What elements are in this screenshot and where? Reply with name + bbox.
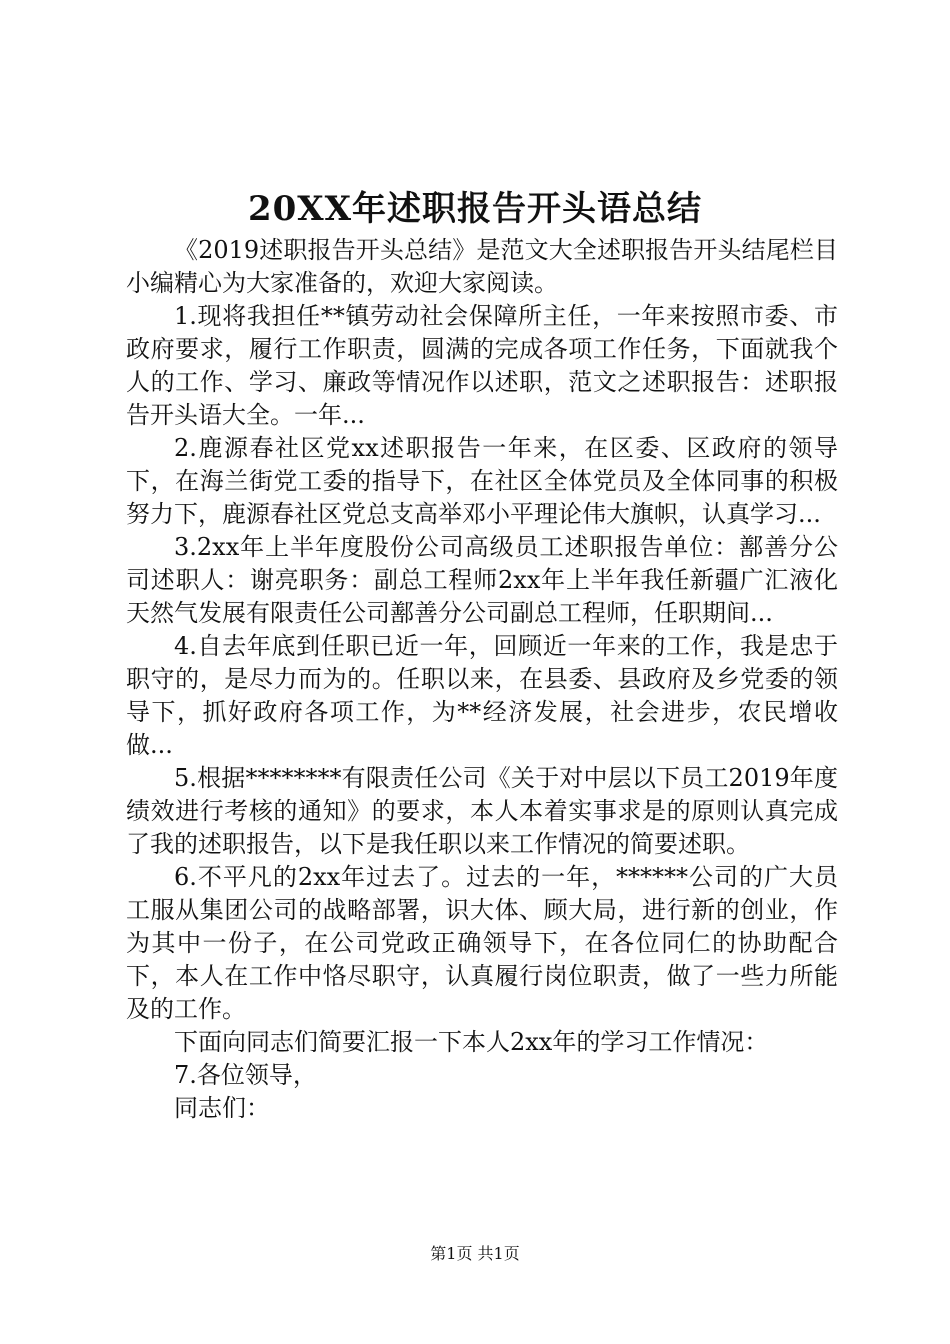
- paragraph-summary-line: 下面向同志们简要汇报一下本人2xx年的学习工作情况：: [174, 1028, 769, 1056]
- document-title: 20XX年述职报告开头语总结: [247, 189, 703, 229]
- paragraph-1: 1.现将我担任**镇劳动社会保障所主任，一年来按照市委、市政府要求，履行工作职责，圆满的完成各项工作任务，下面就我个人的工作、学习、廉政等情况作以述职，范文之述职报告：述职报告开头语大全。一年...: [126, 302, 838, 429]
- paragraph-7: 7.各位领导，: [174, 1061, 317, 1089]
- paragraph-6: 6.不平凡的2xx年过去了。过去的一年，******公司的广大员工服从集团公司的战略部署，识大体、顾大局，进行新的创业，作为其中一份子，在公司党政正确领导下，在各位同仁的协助配合下，本人在工作中恪尽职守，认真履行岗位职责，做了一些力所能及的工作。: [126, 863, 838, 1023]
- intro-paragraph: 《2019述职报告开头总结》是范文大全述职报告开头结尾栏目小编精心为大家准备的，欢迎大家阅读。: [126, 236, 838, 297]
- paragraph-3: 3.2xx年上半年度股份公司高级员工述职报告单位：鄯善分公司述职人：谢亮职务：副总工程师2xx年上半年我任新疆广汇液化天然气发展有限责任公司鄯善分公司副总工程师，任职期间...: [126, 533, 838, 627]
- paragraph-4: 4.自去年底到任职已近一年，回顾近一年来的工作，我是忠于职守的，是尽力而为的。任职以来，在县委、县政府及乡党委的领导下，抓好政府各项工作，为**经济发展，社会进步，农民增收做...: [126, 632, 838, 759]
- document-body: [126, 234, 838, 1125]
- salutation-line: 同志们：: [174, 1094, 270, 1122]
- paragraph-5: 5.根据********有限责任公司《关于对中层以下员工2019年度绩效进行考核的通知》的要求，本人本着实事求是的原则认真完成了我的述职报告，以下是我任职以来工作情况的简要述职。: [126, 764, 838, 858]
- paragraph-2: 2.鹿源春社区党xx述职报告一年来，在区委、区政府的领导下，在海兰街党工委的指导下，在社区全体党员及全体同事的积极努力下，鹿源春社区党总支高举邓小平理论伟大旗帜，认真学习...: [126, 434, 838, 528]
- page-number-footer: 第1页 共1页: [430, 1244, 520, 1263]
